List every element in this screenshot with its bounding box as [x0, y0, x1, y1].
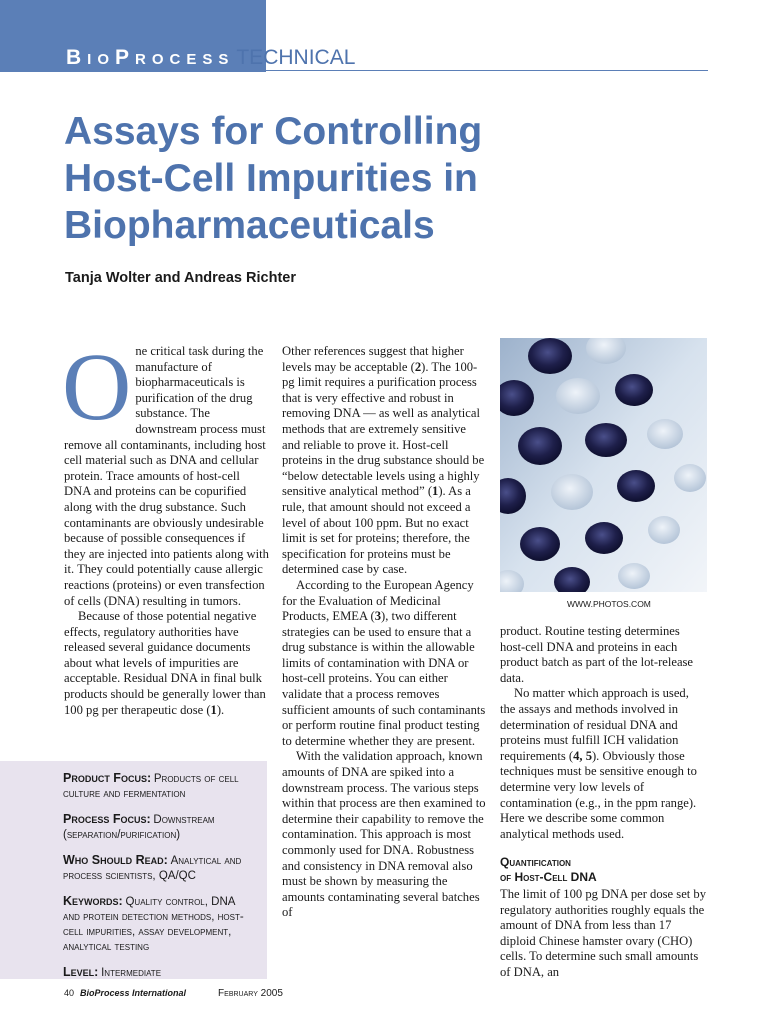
body-column-3: [500, 624, 707, 842]
sidebar-item-product-focus: Product Focus: Products of cell culture and fermentation: [63, 771, 239, 800]
sidebar-item-keywords: Keywords: Quality control, DNA and protein detection methods, host-cell impurities, assay development, analytical testing: [63, 894, 244, 953]
body-column-1: [62, 333, 269, 718]
body-paragraph: Other references suggest that higher levels may be acceptable (2). The 100-pg limit requires a purification process that is very effective and robust in removing DNA — as well as analytical methods that are extremely sensitive and reliable to prove it. Host-cell proteins in the drug substance should be “below detectable levels using a highly sensitive analytical method” (1). As a rule, that amount should not exceed a level of about 100 ppm. But no exact limit is set for proteins; therefore, the specification for proteins must be determined case by case.: [282, 344, 485, 577]
reference-number: 1: [432, 484, 439, 499]
publication-name: BioProcess International: [80, 988, 187, 998]
body-paragraph: product. Routine testing determines host-cell DNA and proteins in each product batch as part of the lot-release data.: [500, 624, 694, 685]
drop-cap: O: [62, 333, 132, 440]
sidebar-item-process-focus: Process Focus: Downstream (separation/purification): [63, 812, 215, 841]
sidebar-item-who-should-read: Who Should Read: Analytical and process scientists, QA/QC: [63, 853, 242, 882]
section-brand: BioProcess: [66, 46, 235, 69]
body-paragraph: No matter which approach is used, the assays and methods involved in determination of residual DNA and proteins must fulfill ICH validation requirements (4, 5). Obviously those techniques must be sensitive enough to determine very low levels of contamination (e.g., in the ppm range). Here we describe some common analytical methods used.: [500, 686, 697, 841]
body-column-2: [282, 344, 487, 921]
photo-credit: WWW.PHOTOS.COM: [567, 599, 651, 609]
body-paragraph: With the validation approach, known amounts of DNA are spiked into a downstream process. The various steps within that process are then examined to determine their capability to remove the contamination. This approach is most commonly used for DNA. Robustness and consistency in DNA removal also must be shown by measuring the amounts contaminating several batches of: [282, 749, 486, 920]
body-column-3-continued: [500, 887, 707, 981]
microplate-icon: [500, 338, 707, 592]
issue-date: February 2005: [218, 988, 283, 999]
body-paragraph: According to the European Agency for the Evaluation of Medicinal Products, EMEA (3), two different strategies can be used to ensure that a drug substance is within the allowable limits of contamination with DNA or host-cell proteins. You can either validate that a process removes sufficient amounts of such contaminants or perform routine final product testing to determine whether they are present.: [282, 577, 486, 748]
section-kind: TECHNICAL: [236, 46, 356, 69]
page-footer: [64, 988, 283, 999]
body-paragraph: Because of those potential negative effects, regulatory authorities have released several guidance documents about what levels of impurities are acceptable. Residual DNA in final bulk products should be generally lower than 100 pg per therapeutic dose (1).: [64, 609, 266, 717]
body-paragraph: The limit of 100 pg DNA per dose set by regulatory authorities roughly equals the amount of DNA from less than 17 diploid Chinese hamster ovary (CHO) cells. To determine such small amounts of DNA, an: [500, 887, 707, 979]
article-info-sidebar: [0, 761, 267, 979]
section-subhead: Quantification of Host-Cell DNA: [500, 855, 597, 884]
article-title: [64, 108, 624, 249]
article-authors: Tanja Wolter and Andreas Richter: [65, 270, 296, 286]
body-paragraph: One critical task during the manufacture of biopharmaceuticals is purification of the drug substance. The downstream process must remove all contaminants, including host cell material such as DNA and cellular protein. Trace amounts of host-cell DNA and proteins can be copurified along with the drug substance. Such contaminants are obviously undesirable because of possible consequences if they are injected into patients along with it. They could potentially cause allergic reactions (proteins) or even transfection of cells (DNA) resulting in tumors.: [62, 333, 269, 608]
sidebar-item-level: Level: Intermediate: [63, 965, 162, 979]
microplate-photo: [500, 338, 707, 592]
reference-number: 4, 5: [573, 748, 592, 763]
reference-number: 1: [210, 702, 217, 717]
page-number: 40: [64, 988, 75, 998]
section-label: [66, 44, 355, 72]
title-line: Host-Cell Impurities in: [64, 157, 478, 200]
reference-number: 2: [414, 359, 422, 374]
title-line: Biopharmaceuticals: [64, 204, 435, 247]
title-line: Assays for Controlling: [64, 110, 483, 153]
reference-number: 3: [374, 609, 381, 624]
